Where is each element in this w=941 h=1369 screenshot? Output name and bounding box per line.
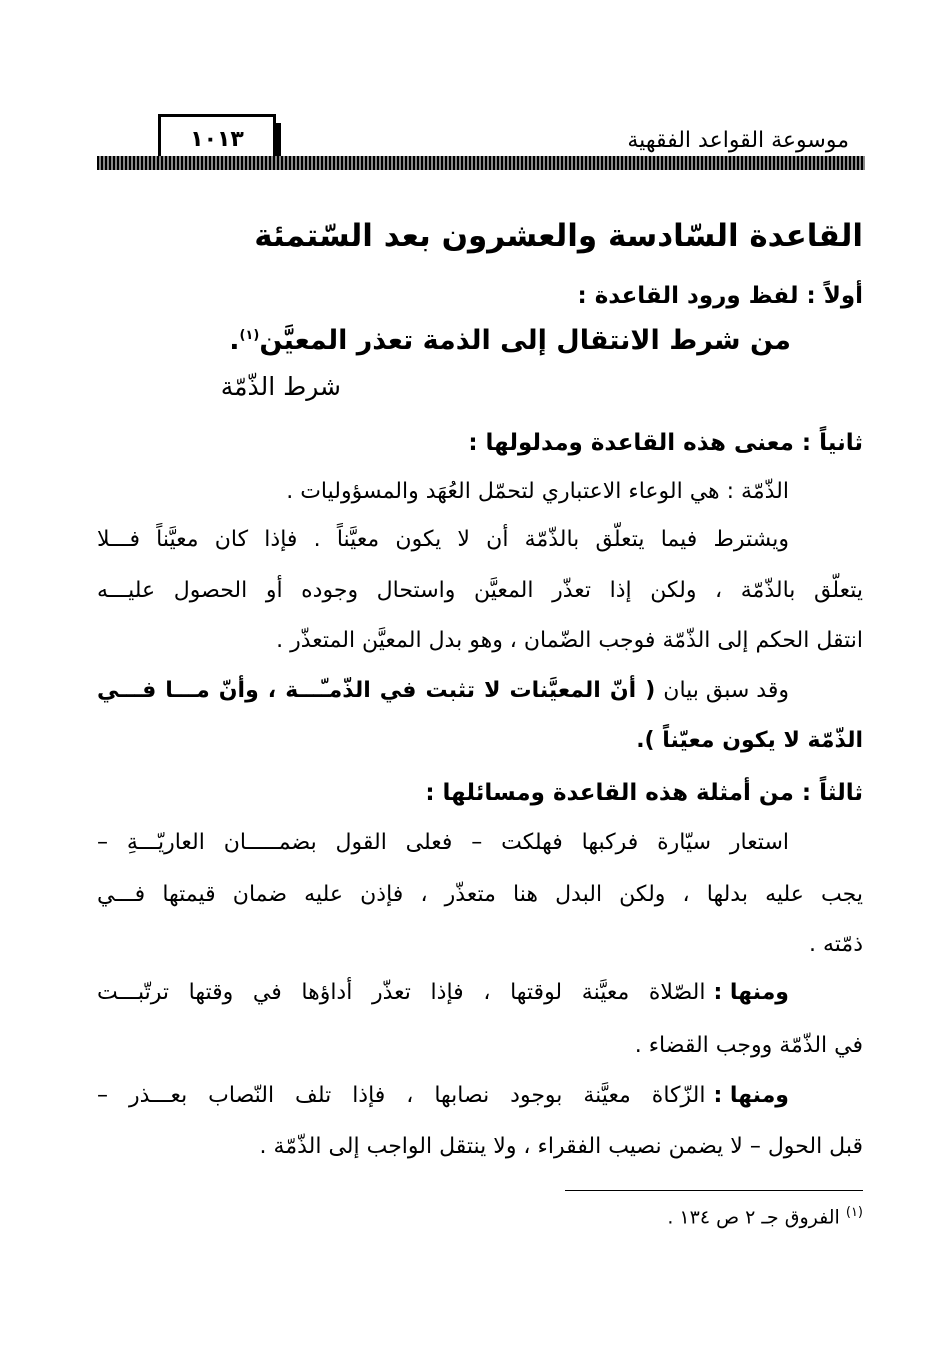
- paragraph-line: [97, 678, 789, 703]
- rule-statement: [229, 325, 791, 356]
- example-label: ومنها :: [713, 980, 789, 1005]
- paragraph-text: وقد سبق بيان: [663, 678, 789, 703]
- rule-subtext: شرط الذّمّة: [220, 372, 341, 401]
- section-heading-third: ثالثاً : من أمثلة هذه القاعدة ومسائلها :: [425, 780, 863, 806]
- example-line: في الذّمّة ووجب القضاء .: [634, 1033, 863, 1058]
- footnote-ref: (١): [239, 328, 260, 343]
- paragraph-line: ويشترط فيما يتعلّق بالذّمّة أن لا يكون معيَّناً . فإذا كان معيَّناً فـــلا: [97, 527, 789, 552]
- example-line: [97, 1083, 789, 1108]
- running-header-title: موسوعة القواعد الفقهية: [627, 128, 849, 153]
- footnote-text: الفروق جـ ٢ ص ١٣٤ .: [667, 1206, 840, 1229]
- example-line: [97, 980, 789, 1005]
- footnote-separator: [565, 1190, 863, 1191]
- example-line: ذمّته .: [808, 932, 863, 957]
- example-line: استعار سيّارة فركبها فهلكت – فعلى القول بضمـــــان العاريّـــةِ –: [97, 830, 789, 855]
- rule-statement-end: .: [229, 325, 240, 356]
- paragraph-bold-text: الذّمّة لا يكون معيّناً ).: [636, 728, 863, 753]
- example-text: الصّلاة معيَّنة لوقتها ، فإذا تعذّر أداؤها في وقتها ترتّبـــت: [97, 980, 706, 1005]
- section-heading-first: أولاً : لفظ ورود القاعدة :: [577, 283, 863, 309]
- page-number-box: [158, 114, 276, 161]
- rule-title: القاعدة السّادسة والعشرون بعد السّتمئة: [254, 218, 863, 254]
- paragraph-definition: الذّمّة : هي الوعاء الاعتباري لتحمّل العُهَد والمسؤوليات .: [286, 479, 789, 504]
- rule-statement-text: من شرط الانتقال إلى الذمة تعذر المعيَّن: [259, 325, 791, 356]
- footnote-marker: (١): [845, 1205, 863, 1220]
- page-number: ١٠١٣: [190, 126, 244, 152]
- paragraph-line: يتعلّق بالذّمّة ، ولكن إذا تعذّر المعيَّن واستحال وجوده أو الحصول عليـــه: [97, 578, 863, 603]
- example-line: قبل الحول – لا يضمن نصيب الفقراء ، ولا ينتقل الواجب إلى الذّمّة .: [259, 1134, 863, 1159]
- example-line: يجب عليه بدلها ، ولكن البدل هنا متعذّر ، فإذن عليه ضمان قيمتها فـــي: [97, 882, 863, 907]
- example-label: ومنها :: [713, 1083, 789, 1108]
- paragraph-bold-text: ( أنّ المعيَّنات لا تثبت في الذّمـّـــة ، وأنّ مـــا فـــي: [97, 678, 656, 703]
- section-heading-second: ثانياً : معنى هذه القاعدة ومدلولها :: [468, 430, 863, 456]
- footnote: [667, 1205, 863, 1228]
- header-rule: [97, 156, 865, 170]
- example-text: الزّكاة معيَّنة بوجود نصابها ، فإذا تلف النّصاب بعـــذر –: [97, 1083, 706, 1108]
- paragraph-line: انتقل الحكم إلى الذّمّة فوجب الضّمان ، وهو بدل المعيَّن المتعذّر .: [276, 628, 863, 653]
